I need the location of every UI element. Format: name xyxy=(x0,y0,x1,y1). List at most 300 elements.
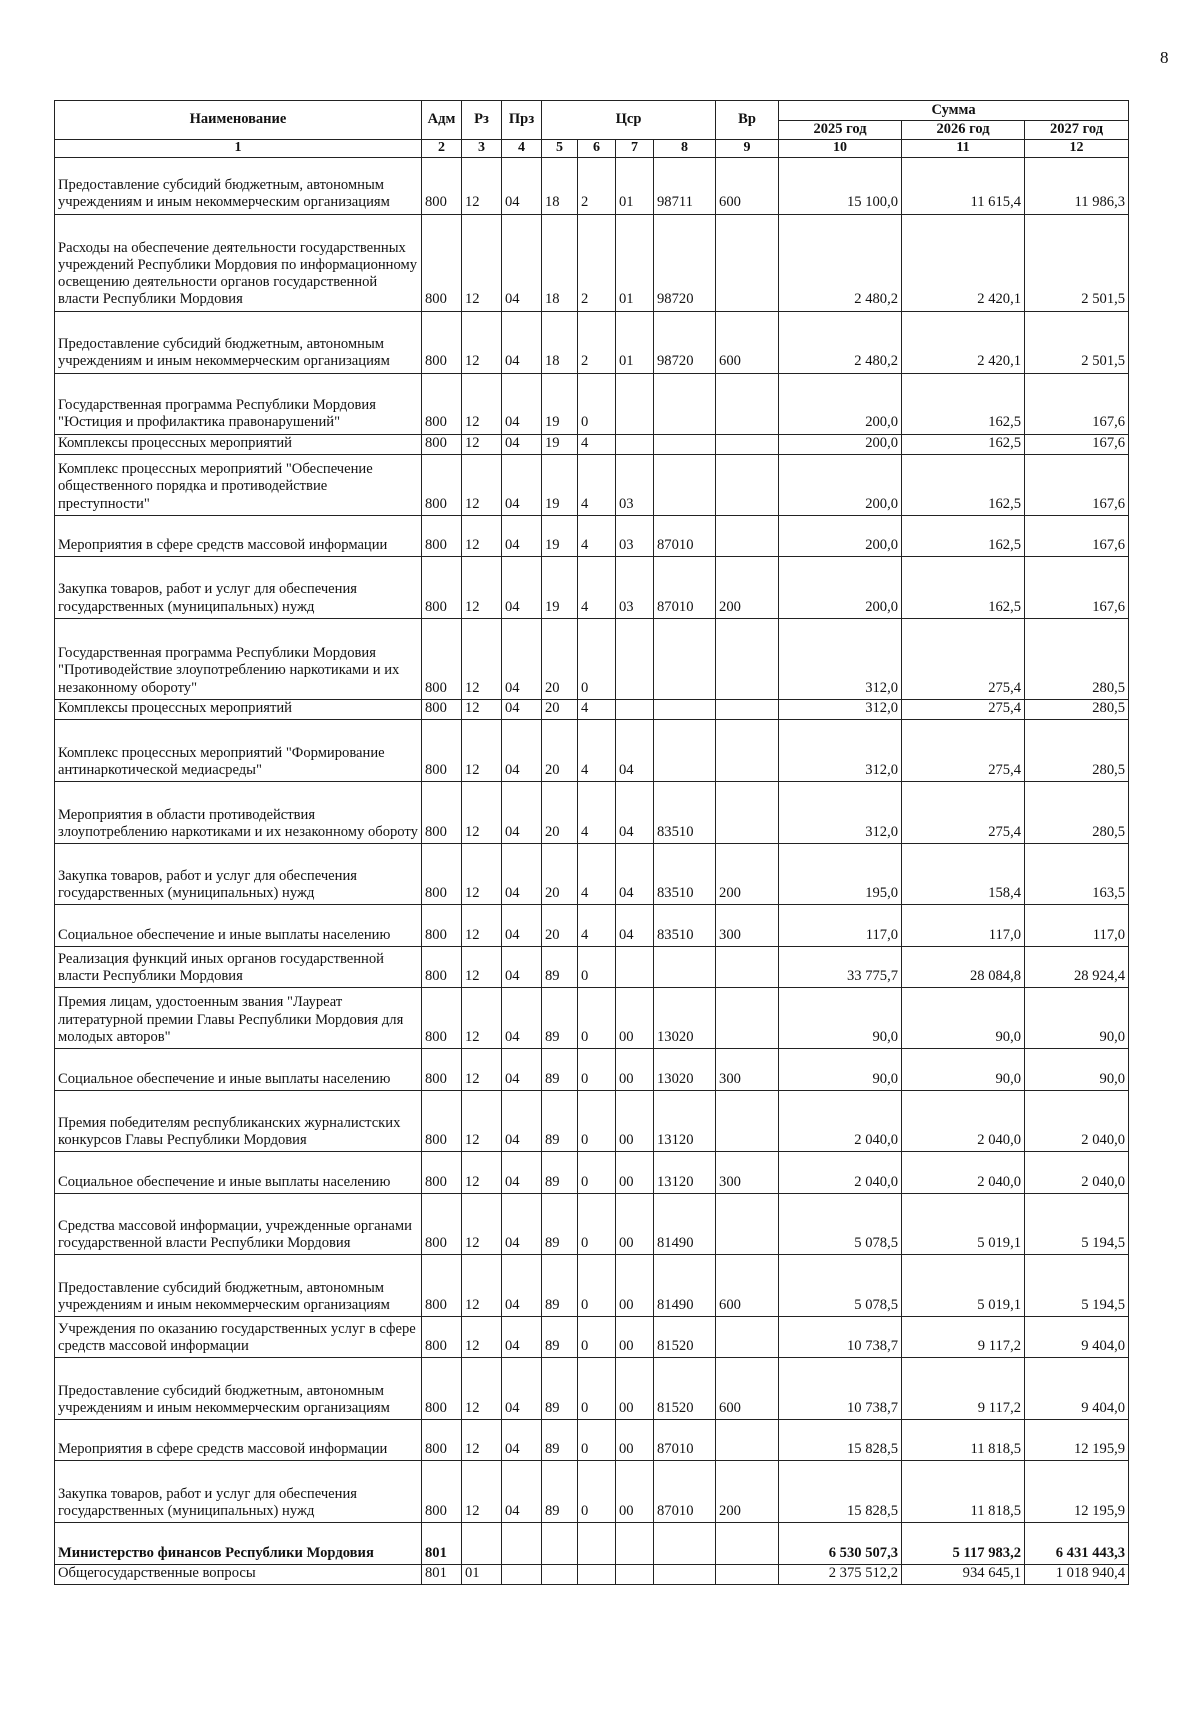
cell-rz: 12 xyxy=(462,719,502,781)
cell-csr-5: 18 xyxy=(542,157,578,214)
cell-sum-2025: 117,0 xyxy=(779,904,902,946)
cell-adm: 800 xyxy=(422,515,462,556)
cell-csr-5: 89 xyxy=(542,1193,578,1254)
cell-csr-5: 89 xyxy=(542,1048,578,1090)
cell-rz: 12 xyxy=(462,1151,502,1193)
cell-adm: 800 xyxy=(422,157,462,214)
cell-sum-2026: 275,4 xyxy=(902,618,1025,699)
cell-vr: 600 xyxy=(716,311,779,373)
cell-name: Мероприятия в сфере средств массовой информации xyxy=(55,515,422,556)
cell-name: Мероприятия в сфере средств массовой информации xyxy=(55,1419,422,1460)
cell-csr-5: 89 xyxy=(542,1419,578,1460)
cell-adm: 800 xyxy=(422,1254,462,1316)
header-vr: Вр xyxy=(716,101,779,140)
cell-sum-2026: 2 420,1 xyxy=(902,214,1025,311)
cell-vr xyxy=(716,434,779,454)
cell-name: Предоставление субсидий бюджетным, автономным учреждениям и иным некоммерческим организациям xyxy=(55,1254,422,1316)
cell-csr-5: 20 xyxy=(542,719,578,781)
cell-prz xyxy=(502,1564,542,1584)
cell-name: Учреждения по оказанию государственных услуг в сфере средств массовой информации xyxy=(55,1316,422,1357)
cell-prz: 04 xyxy=(502,1151,542,1193)
cell-csr-8: 81520 xyxy=(654,1357,716,1419)
cell-sum-2026: 28 084,8 xyxy=(902,946,1025,987)
cell-csr-5: 89 xyxy=(542,1357,578,1419)
cell-sum-2025: 200,0 xyxy=(779,515,902,556)
header-adm: Адм xyxy=(422,101,462,140)
header-summa: Сумма xyxy=(779,101,1129,121)
cell-csr-6 xyxy=(578,1522,616,1564)
cell-adm: 800 xyxy=(422,434,462,454)
cell-csr-7 xyxy=(616,946,654,987)
cell-csr-7: 04 xyxy=(616,719,654,781)
cell-name: Социальное обеспечение и иные выплаты населению xyxy=(55,904,422,946)
table-row xyxy=(55,1357,1129,1419)
cell-sum-2027: 280,5 xyxy=(1025,781,1129,843)
cell-csr-5: 18 xyxy=(542,214,578,311)
table-row xyxy=(55,515,1129,556)
cell-csr-5: 19 xyxy=(542,454,578,515)
cell-name: Закупка товаров, работ и услуг для обеспечения государственных (муниципальных) нужд xyxy=(55,1460,422,1522)
cell-csr-5: 20 xyxy=(542,781,578,843)
cell-csr-7: 00 xyxy=(616,1254,654,1316)
cell-rz: 12 xyxy=(462,515,502,556)
cell-rz: 12 xyxy=(462,434,502,454)
cell-csr-8 xyxy=(654,434,716,454)
cell-adm: 800 xyxy=(422,719,462,781)
cell-vr xyxy=(716,373,779,434)
cell-sum-2027: 9 404,0 xyxy=(1025,1357,1129,1419)
cell-sum-2025: 195,0 xyxy=(779,843,902,904)
table-row xyxy=(55,1090,1129,1151)
cell-name: Мероприятия в области противодействия злоупотреблению наркотиками и их незаконному обороту xyxy=(55,781,422,843)
cell-csr-7: 00 xyxy=(616,1460,654,1522)
cell-rz: 12 xyxy=(462,373,502,434)
cell-csr-6: 4 xyxy=(578,904,616,946)
cell-csr-6: 0 xyxy=(578,1460,616,1522)
cell-csr-7: 01 xyxy=(616,157,654,214)
cell-vr xyxy=(716,987,779,1048)
cell-sum-2025: 90,0 xyxy=(779,1048,902,1090)
cell-csr-5: 89 xyxy=(542,1254,578,1316)
cell-prz: 04 xyxy=(502,946,542,987)
header-prz: Прз xyxy=(502,101,542,140)
cell-csr-6: 0 xyxy=(578,1151,616,1193)
cell-sum-2026: 162,5 xyxy=(902,454,1025,515)
cell-sum-2026: 162,5 xyxy=(902,515,1025,556)
cell-prz: 04 xyxy=(502,434,542,454)
cell-vr: 200 xyxy=(716,1460,779,1522)
cell-adm: 800 xyxy=(422,946,462,987)
cell-name: Государственная программа Республики Мордовия "Юстиция и профилактика правонарушений" xyxy=(55,373,422,434)
cell-csr-5 xyxy=(542,1522,578,1564)
table-row xyxy=(55,987,1129,1048)
cell-sum-2025: 10 738,7 xyxy=(779,1316,902,1357)
table-row xyxy=(55,373,1129,434)
cell-csr-7: 00 xyxy=(616,1151,654,1193)
header-year-2026: 2026 год xyxy=(902,121,1025,140)
cell-sum-2027: 2 501,5 xyxy=(1025,214,1129,311)
column-number: 9 xyxy=(716,140,779,158)
cell-rz: 12 xyxy=(462,946,502,987)
cell-sum-2025: 33 775,7 xyxy=(779,946,902,987)
cell-vr: 200 xyxy=(716,556,779,618)
table-row xyxy=(55,434,1129,454)
cell-adm: 801 xyxy=(422,1564,462,1584)
cell-csr-7 xyxy=(616,618,654,699)
cell-csr-7: 00 xyxy=(616,1357,654,1419)
cell-csr-6: 0 xyxy=(578,1357,616,1419)
cell-vr xyxy=(716,515,779,556)
cell-sum-2026: 11 615,4 xyxy=(902,157,1025,214)
cell-prz: 04 xyxy=(502,699,542,719)
cell-csr-8 xyxy=(654,699,716,719)
cell-csr-6: 2 xyxy=(578,214,616,311)
cell-rz: 12 xyxy=(462,781,502,843)
cell-vr xyxy=(716,1316,779,1357)
header-name: Наименование xyxy=(55,101,422,140)
cell-prz: 04 xyxy=(502,719,542,781)
cell-csr-8 xyxy=(654,719,716,781)
cell-prz: 04 xyxy=(502,904,542,946)
cell-csr-7 xyxy=(616,1564,654,1584)
cell-csr-5: 89 xyxy=(542,946,578,987)
cell-prz: 04 xyxy=(502,311,542,373)
cell-csr-5: 20 xyxy=(542,699,578,719)
cell-vr xyxy=(716,946,779,987)
header-rz: Рз xyxy=(462,101,502,140)
cell-sum-2025: 5 078,5 xyxy=(779,1254,902,1316)
cell-csr-6: 0 xyxy=(578,1090,616,1151)
cell-sum-2027: 167,6 xyxy=(1025,556,1129,618)
cell-csr-8: 83510 xyxy=(654,904,716,946)
cell-sum-2026: 117,0 xyxy=(902,904,1025,946)
cell-sum-2025: 2 480,2 xyxy=(779,311,902,373)
cell-csr-8: 87010 xyxy=(654,1419,716,1460)
cell-sum-2025: 312,0 xyxy=(779,699,902,719)
column-number: 2 xyxy=(422,140,462,158)
cell-name: Комплекс процессных мероприятий "Формирование антинаркотической медиасреды" xyxy=(55,719,422,781)
cell-csr-8: 87010 xyxy=(654,515,716,556)
cell-vr xyxy=(716,454,779,515)
cell-sum-2026: 90,0 xyxy=(902,1048,1025,1090)
column-number: 5 xyxy=(542,140,578,158)
cell-prz: 04 xyxy=(502,157,542,214)
cell-sum-2025: 2 480,2 xyxy=(779,214,902,311)
cell-name: Расходы на обеспечение деятельности государственных учреждений Республики Мордовия по информационному освещению деятельности органов государственной власти Республики Мордовия xyxy=(55,214,422,311)
column-number: 3 xyxy=(462,140,502,158)
cell-csr-6: 4 xyxy=(578,454,616,515)
table-row xyxy=(55,454,1129,515)
cell-sum-2025: 200,0 xyxy=(779,373,902,434)
cell-csr-5: 20 xyxy=(542,904,578,946)
cell-csr-8: 81520 xyxy=(654,1316,716,1357)
cell-csr-8: 98720 xyxy=(654,311,716,373)
cell-rz: 12 xyxy=(462,1419,502,1460)
cell-csr-7 xyxy=(616,434,654,454)
cell-csr-6: 4 xyxy=(578,556,616,618)
cell-csr-8 xyxy=(654,373,716,434)
cell-csr-6: 4 xyxy=(578,781,616,843)
cell-csr-6: 0 xyxy=(578,1419,616,1460)
cell-sum-2026: 11 818,5 xyxy=(902,1419,1025,1460)
cell-sum-2025: 2 375 512,2 xyxy=(779,1564,902,1584)
cell-vr: 300 xyxy=(716,904,779,946)
cell-sum-2026: 5 019,1 xyxy=(902,1254,1025,1316)
column-number: 6 xyxy=(578,140,616,158)
cell-adm: 800 xyxy=(422,1316,462,1357)
cell-vr xyxy=(716,1193,779,1254)
cell-vr xyxy=(716,699,779,719)
cell-csr-8: 87010 xyxy=(654,1460,716,1522)
cell-csr-6: 4 xyxy=(578,699,616,719)
cell-csr-8: 87010 xyxy=(654,556,716,618)
cell-sum-2027: 11 986,3 xyxy=(1025,157,1129,214)
cell-csr-7: 04 xyxy=(616,904,654,946)
cell-adm: 800 xyxy=(422,904,462,946)
cell-csr-8 xyxy=(654,1564,716,1584)
cell-name: Средства массовой информации, учрежденные органами государственной власти Республики Мордовия xyxy=(55,1193,422,1254)
table-row xyxy=(55,618,1129,699)
cell-sum-2025: 200,0 xyxy=(779,434,902,454)
cell-csr-5: 89 xyxy=(542,1460,578,1522)
cell-csr-5: 20 xyxy=(542,618,578,699)
cell-csr-7: 04 xyxy=(616,781,654,843)
column-number: 11 xyxy=(902,140,1025,158)
cell-adm: 800 xyxy=(422,373,462,434)
cell-csr-7 xyxy=(616,373,654,434)
cell-prz: 04 xyxy=(502,454,542,515)
cell-rz: 12 xyxy=(462,1048,502,1090)
cell-adm: 800 xyxy=(422,618,462,699)
cell-vr: 300 xyxy=(716,1048,779,1090)
cell-sum-2026: 275,4 xyxy=(902,699,1025,719)
cell-name: Закупка товаров, работ и услуг для обеспечения государственных (муниципальных) нужд xyxy=(55,556,422,618)
cell-prz: 04 xyxy=(502,1357,542,1419)
cell-adm: 800 xyxy=(422,1048,462,1090)
cell-rz: 12 xyxy=(462,214,502,311)
cell-rz: 12 xyxy=(462,1193,502,1254)
column-number: 10 xyxy=(779,140,902,158)
cell-rz: 12 xyxy=(462,1090,502,1151)
cell-sum-2026: 275,4 xyxy=(902,719,1025,781)
cell-vr xyxy=(716,618,779,699)
cell-adm: 800 xyxy=(422,1193,462,1254)
table-row xyxy=(55,157,1129,214)
column-number: 8 xyxy=(654,140,716,158)
column-number: 4 xyxy=(502,140,542,158)
cell-csr-6: 0 xyxy=(578,1048,616,1090)
column-number: 7 xyxy=(616,140,654,158)
cell-rz: 12 xyxy=(462,1254,502,1316)
cell-csr-8: 13120 xyxy=(654,1151,716,1193)
cell-csr-6: 4 xyxy=(578,843,616,904)
cell-sum-2025: 200,0 xyxy=(779,454,902,515)
cell-csr-7: 00 xyxy=(616,1048,654,1090)
cell-csr-6: 2 xyxy=(578,311,616,373)
table-row xyxy=(55,1048,1129,1090)
cell-sum-2027: 167,6 xyxy=(1025,434,1129,454)
cell-csr-8: 13120 xyxy=(654,1090,716,1151)
cell-sum-2025: 10 738,7 xyxy=(779,1357,902,1419)
cell-prz: 04 xyxy=(502,214,542,311)
cell-name: Социальное обеспечение и иные выплаты населению xyxy=(55,1048,422,1090)
table-row xyxy=(55,214,1129,311)
cell-csr-7: 00 xyxy=(616,1193,654,1254)
cell-sum-2026: 9 117,2 xyxy=(902,1316,1025,1357)
cell-name: Премия победителям республиканских журналистских конкурсов Главы Республики Мордовия xyxy=(55,1090,422,1151)
cell-vr: 300 xyxy=(716,1151,779,1193)
cell-sum-2026: 11 818,5 xyxy=(902,1460,1025,1522)
cell-sum-2026: 275,4 xyxy=(902,781,1025,843)
cell-sum-2027: 28 924,4 xyxy=(1025,946,1129,987)
cell-sum-2025: 2 040,0 xyxy=(779,1151,902,1193)
cell-sum-2027: 167,6 xyxy=(1025,515,1129,556)
cell-csr-6 xyxy=(578,1564,616,1584)
cell-rz: 12 xyxy=(462,556,502,618)
cell-prz: 04 xyxy=(502,618,542,699)
cell-sum-2027: 12 195,9 xyxy=(1025,1460,1129,1522)
cell-prz xyxy=(502,1522,542,1564)
cell-name: Реализация функций иных органов государственной власти Республики Мордовия xyxy=(55,946,422,987)
cell-prz: 04 xyxy=(502,515,542,556)
cell-sum-2025: 200,0 xyxy=(779,556,902,618)
cell-csr-6: 0 xyxy=(578,1193,616,1254)
cell-csr-6: 0 xyxy=(578,618,616,699)
cell-rz: 12 xyxy=(462,1357,502,1419)
cell-sum-2027: 2 040,0 xyxy=(1025,1090,1129,1151)
cell-csr-7: 01 xyxy=(616,311,654,373)
cell-prz: 04 xyxy=(502,1090,542,1151)
cell-sum-2027: 2 040,0 xyxy=(1025,1151,1129,1193)
header-year-2027: 2027 год xyxy=(1025,121,1129,140)
table-row xyxy=(55,843,1129,904)
cell-vr: 600 xyxy=(716,1254,779,1316)
cell-csr-7: 01 xyxy=(616,214,654,311)
cell-csr-6: 0 xyxy=(578,987,616,1048)
cell-sum-2025: 6 530 507,3 xyxy=(779,1522,902,1564)
cell-prz: 04 xyxy=(502,1316,542,1357)
cell-adm: 800 xyxy=(422,1460,462,1522)
cell-sum-2026: 2 040,0 xyxy=(902,1151,1025,1193)
cell-sum-2026: 162,5 xyxy=(902,556,1025,618)
cell-prz: 04 xyxy=(502,1254,542,1316)
cell-sum-2026: 2 420,1 xyxy=(902,311,1025,373)
cell-adm: 800 xyxy=(422,1357,462,1419)
cell-name: Министерство финансов Республики Мордовия xyxy=(55,1522,422,1564)
cell-prz: 04 xyxy=(502,987,542,1048)
cell-rz: 12 xyxy=(462,987,502,1048)
cell-sum-2025: 5 078,5 xyxy=(779,1193,902,1254)
header-csr: Цср xyxy=(542,101,716,140)
cell-sum-2026: 934 645,1 xyxy=(902,1564,1025,1584)
cell-sum-2025: 312,0 xyxy=(779,618,902,699)
cell-csr-7 xyxy=(616,1522,654,1564)
cell-rz: 01 xyxy=(462,1564,502,1584)
cell-csr-8 xyxy=(654,946,716,987)
cell-csr-5: 18 xyxy=(542,311,578,373)
cell-prz: 04 xyxy=(502,843,542,904)
cell-sum-2026: 158,4 xyxy=(902,843,1025,904)
cell-sum-2026: 5 117 983,2 xyxy=(902,1522,1025,1564)
cell-sum-2027: 90,0 xyxy=(1025,1048,1129,1090)
cell-sum-2026: 90,0 xyxy=(902,987,1025,1048)
cell-name: Государственная программа Республики Мордовия "Противодействие злоупотреблению наркотиками и их незаконному обороту" xyxy=(55,618,422,699)
table-row xyxy=(55,1522,1129,1564)
cell-rz: 12 xyxy=(462,454,502,515)
cell-sum-2026: 162,5 xyxy=(902,373,1025,434)
cell-rz xyxy=(462,1522,502,1564)
column-number: 12 xyxy=(1025,140,1129,158)
cell-sum-2027: 280,5 xyxy=(1025,618,1129,699)
table-row xyxy=(55,311,1129,373)
cell-csr-8: 81490 xyxy=(654,1193,716,1254)
cell-adm: 800 xyxy=(422,843,462,904)
cell-csr-5: 89 xyxy=(542,987,578,1048)
cell-vr: 600 xyxy=(716,157,779,214)
table-row xyxy=(55,1151,1129,1193)
cell-vr xyxy=(716,781,779,843)
cell-sum-2026: 9 117,2 xyxy=(902,1357,1025,1419)
cell-csr-7 xyxy=(616,699,654,719)
cell-sum-2027: 5 194,5 xyxy=(1025,1254,1129,1316)
cell-csr-8: 98711 xyxy=(654,157,716,214)
table-row xyxy=(55,699,1129,719)
cell-prz: 04 xyxy=(502,1193,542,1254)
cell-vr: 600 xyxy=(716,1357,779,1419)
cell-csr-8: 83510 xyxy=(654,843,716,904)
cell-csr-5: 19 xyxy=(542,373,578,434)
cell-sum-2027: 12 195,9 xyxy=(1025,1419,1129,1460)
cell-csr-6: 0 xyxy=(578,1254,616,1316)
cell-sum-2025: 90,0 xyxy=(779,987,902,1048)
table-row xyxy=(55,1193,1129,1254)
cell-csr-6: 4 xyxy=(578,719,616,781)
cell-vr xyxy=(716,719,779,781)
cell-name: Предоставление субсидий бюджетным, автономным учреждениям и иным некоммерческим организациям xyxy=(55,1357,422,1419)
cell-name: Премия лицам, удостоенным звания "Лауреат литературной премии Главы Республики Мордовия для молодых авторов" xyxy=(55,987,422,1048)
cell-sum-2027: 1 018 940,4 xyxy=(1025,1564,1129,1584)
cell-rz: 12 xyxy=(462,618,502,699)
cell-adm: 800 xyxy=(422,1419,462,1460)
cell-sum-2027: 280,5 xyxy=(1025,699,1129,719)
cell-csr-8 xyxy=(654,454,716,515)
cell-csr-8: 98720 xyxy=(654,214,716,311)
cell-rz: 12 xyxy=(462,1460,502,1522)
column-number: 1 xyxy=(55,140,422,158)
cell-csr-6: 0 xyxy=(578,1316,616,1357)
cell-prz: 04 xyxy=(502,781,542,843)
table-row xyxy=(55,781,1129,843)
cell-sum-2027: 117,0 xyxy=(1025,904,1129,946)
page-number: 8 xyxy=(1160,48,1169,67)
cell-csr-8: 81490 xyxy=(654,1254,716,1316)
cell-name: Комплекс процессных мероприятий "Обеспечение общественного порядка и противодействие преступности" xyxy=(55,454,422,515)
cell-csr-7: 04 xyxy=(616,843,654,904)
cell-csr-7: 00 xyxy=(616,1316,654,1357)
cell-csr-8: 13020 xyxy=(654,1048,716,1090)
cell-sum-2027: 2 501,5 xyxy=(1025,311,1129,373)
cell-rz: 12 xyxy=(462,843,502,904)
cell-vr xyxy=(716,1522,779,1564)
cell-rz: 12 xyxy=(462,1316,502,1357)
cell-prz: 04 xyxy=(502,556,542,618)
cell-csr-7: 00 xyxy=(616,1419,654,1460)
cell-csr-5: 89 xyxy=(542,1090,578,1151)
table-row xyxy=(55,1564,1129,1584)
cell-csr-5: 89 xyxy=(542,1316,578,1357)
cell-adm: 800 xyxy=(422,987,462,1048)
cell-csr-5: 20 xyxy=(542,843,578,904)
